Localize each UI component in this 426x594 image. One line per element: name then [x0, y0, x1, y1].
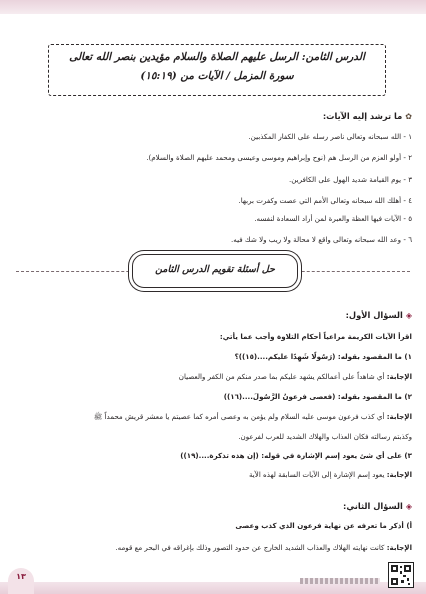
lesson-title: الدرس الثامن: الرسل عليهم الصلاة والسلام مؤيدين بنصر الله تعالى [69, 51, 365, 63]
question1-instruction: اقرأ الآيات الكريمة مراعياً أحكام التلاوة وأجب عما يأتي: [219, 332, 412, 341]
guidance-heading: ✿ما ترشد إليه الآيات: [322, 111, 412, 121]
guidance-item: ٦ - وعد الله سبحانه وتعالى واقع لا محالة ولا ريب ولا شك فيه. [231, 235, 412, 244]
guidance-item: ٤ - أهلك الله سبحانه وتعالى الأمم التي عصت وكفرت بربها. [238, 196, 412, 205]
gear-icon: ✿ [405, 112, 412, 121]
answer2-line2: وكذبتم رسالته فكان العذاب والهلاك الشديد للعرب لفرعون. [238, 432, 412, 441]
diamond-icon: ◈ [405, 502, 412, 511]
answer3: الإجابة: يعود إسم الإشارة إلى الآيات السابقة لهذه الآية [249, 470, 412, 479]
question1-item3: ٣) على أي شئ يعود إسم الإشارة في قوله: (إن هذه تذكرة....(١٩)) [180, 451, 412, 460]
answer2-line1: الإجابة: أي كذب فرعون موسى عليه السلام ولم يؤمن به وعصى أمره كما عصيتم يا معشر قريش محمداً ﷺ [93, 412, 412, 421]
question2-item1: أ) أذكر ما تعرفه عن نهاية فرعون الذي كذب وعصى [235, 521, 412, 530]
qr-code-icon [388, 562, 414, 588]
lesson-title-box [48, 44, 386, 96]
banner-title: حل أسئلة تقويم الدرس الثامن [155, 264, 275, 275]
guidance-item: ١ - الله سبحانه وتعالى ناصر رسله على الكفار المكذبين. [248, 132, 412, 141]
page-number: ١٣ [16, 572, 26, 581]
question1-heading: ◈السؤال الأول: [345, 310, 412, 320]
question1-item2: ٢) ما المقصود بقوله: (فعصى فرعونُ الرَّسُولَ....(١٦)) [223, 392, 412, 401]
question2-heading: ◈السؤال الثاني: [343, 501, 412, 511]
top-decorative-bar [0, 0, 426, 14]
footer-pattern [300, 578, 380, 584]
guidance-item: ٣ - يوم القيامة شديد الهول على الكافرين. [288, 175, 412, 184]
diamond-icon: ◈ [405, 311, 412, 320]
section-banner [0, 252, 426, 290]
answer-q2: الإجابة: كانت نهايته الهلاك والعذاب الشديد الخارج عن حدود التصور وذلك بإغراقه في البحر مع قومه. [115, 543, 412, 552]
guidance-item: ٢ - أولو العزم من الرسل هم (نوح وإبراهيم وموسى وعيسى ومحمد عليهم الصلاة والسلام). [146, 153, 412, 162]
guidance-item: ٥ - الآيات فيها العظة والعبرة لمن أراد السعادة لنفسه. [254, 214, 412, 223]
question1-item1: ١) ما المقصود بقوله: (رَسُولًا شَهِدًا عليكم....(١٥))؟ [234, 352, 412, 361]
answer1: الإجابة: أي شاهداً على أعمالكم يشهد عليكم بما صدر منكم من الكفر والعصيان [178, 372, 412, 381]
lesson-subtitle: سورة المزمل / الآيات من (١٥:١٩) [140, 70, 294, 82]
banner-frame [132, 254, 298, 288]
